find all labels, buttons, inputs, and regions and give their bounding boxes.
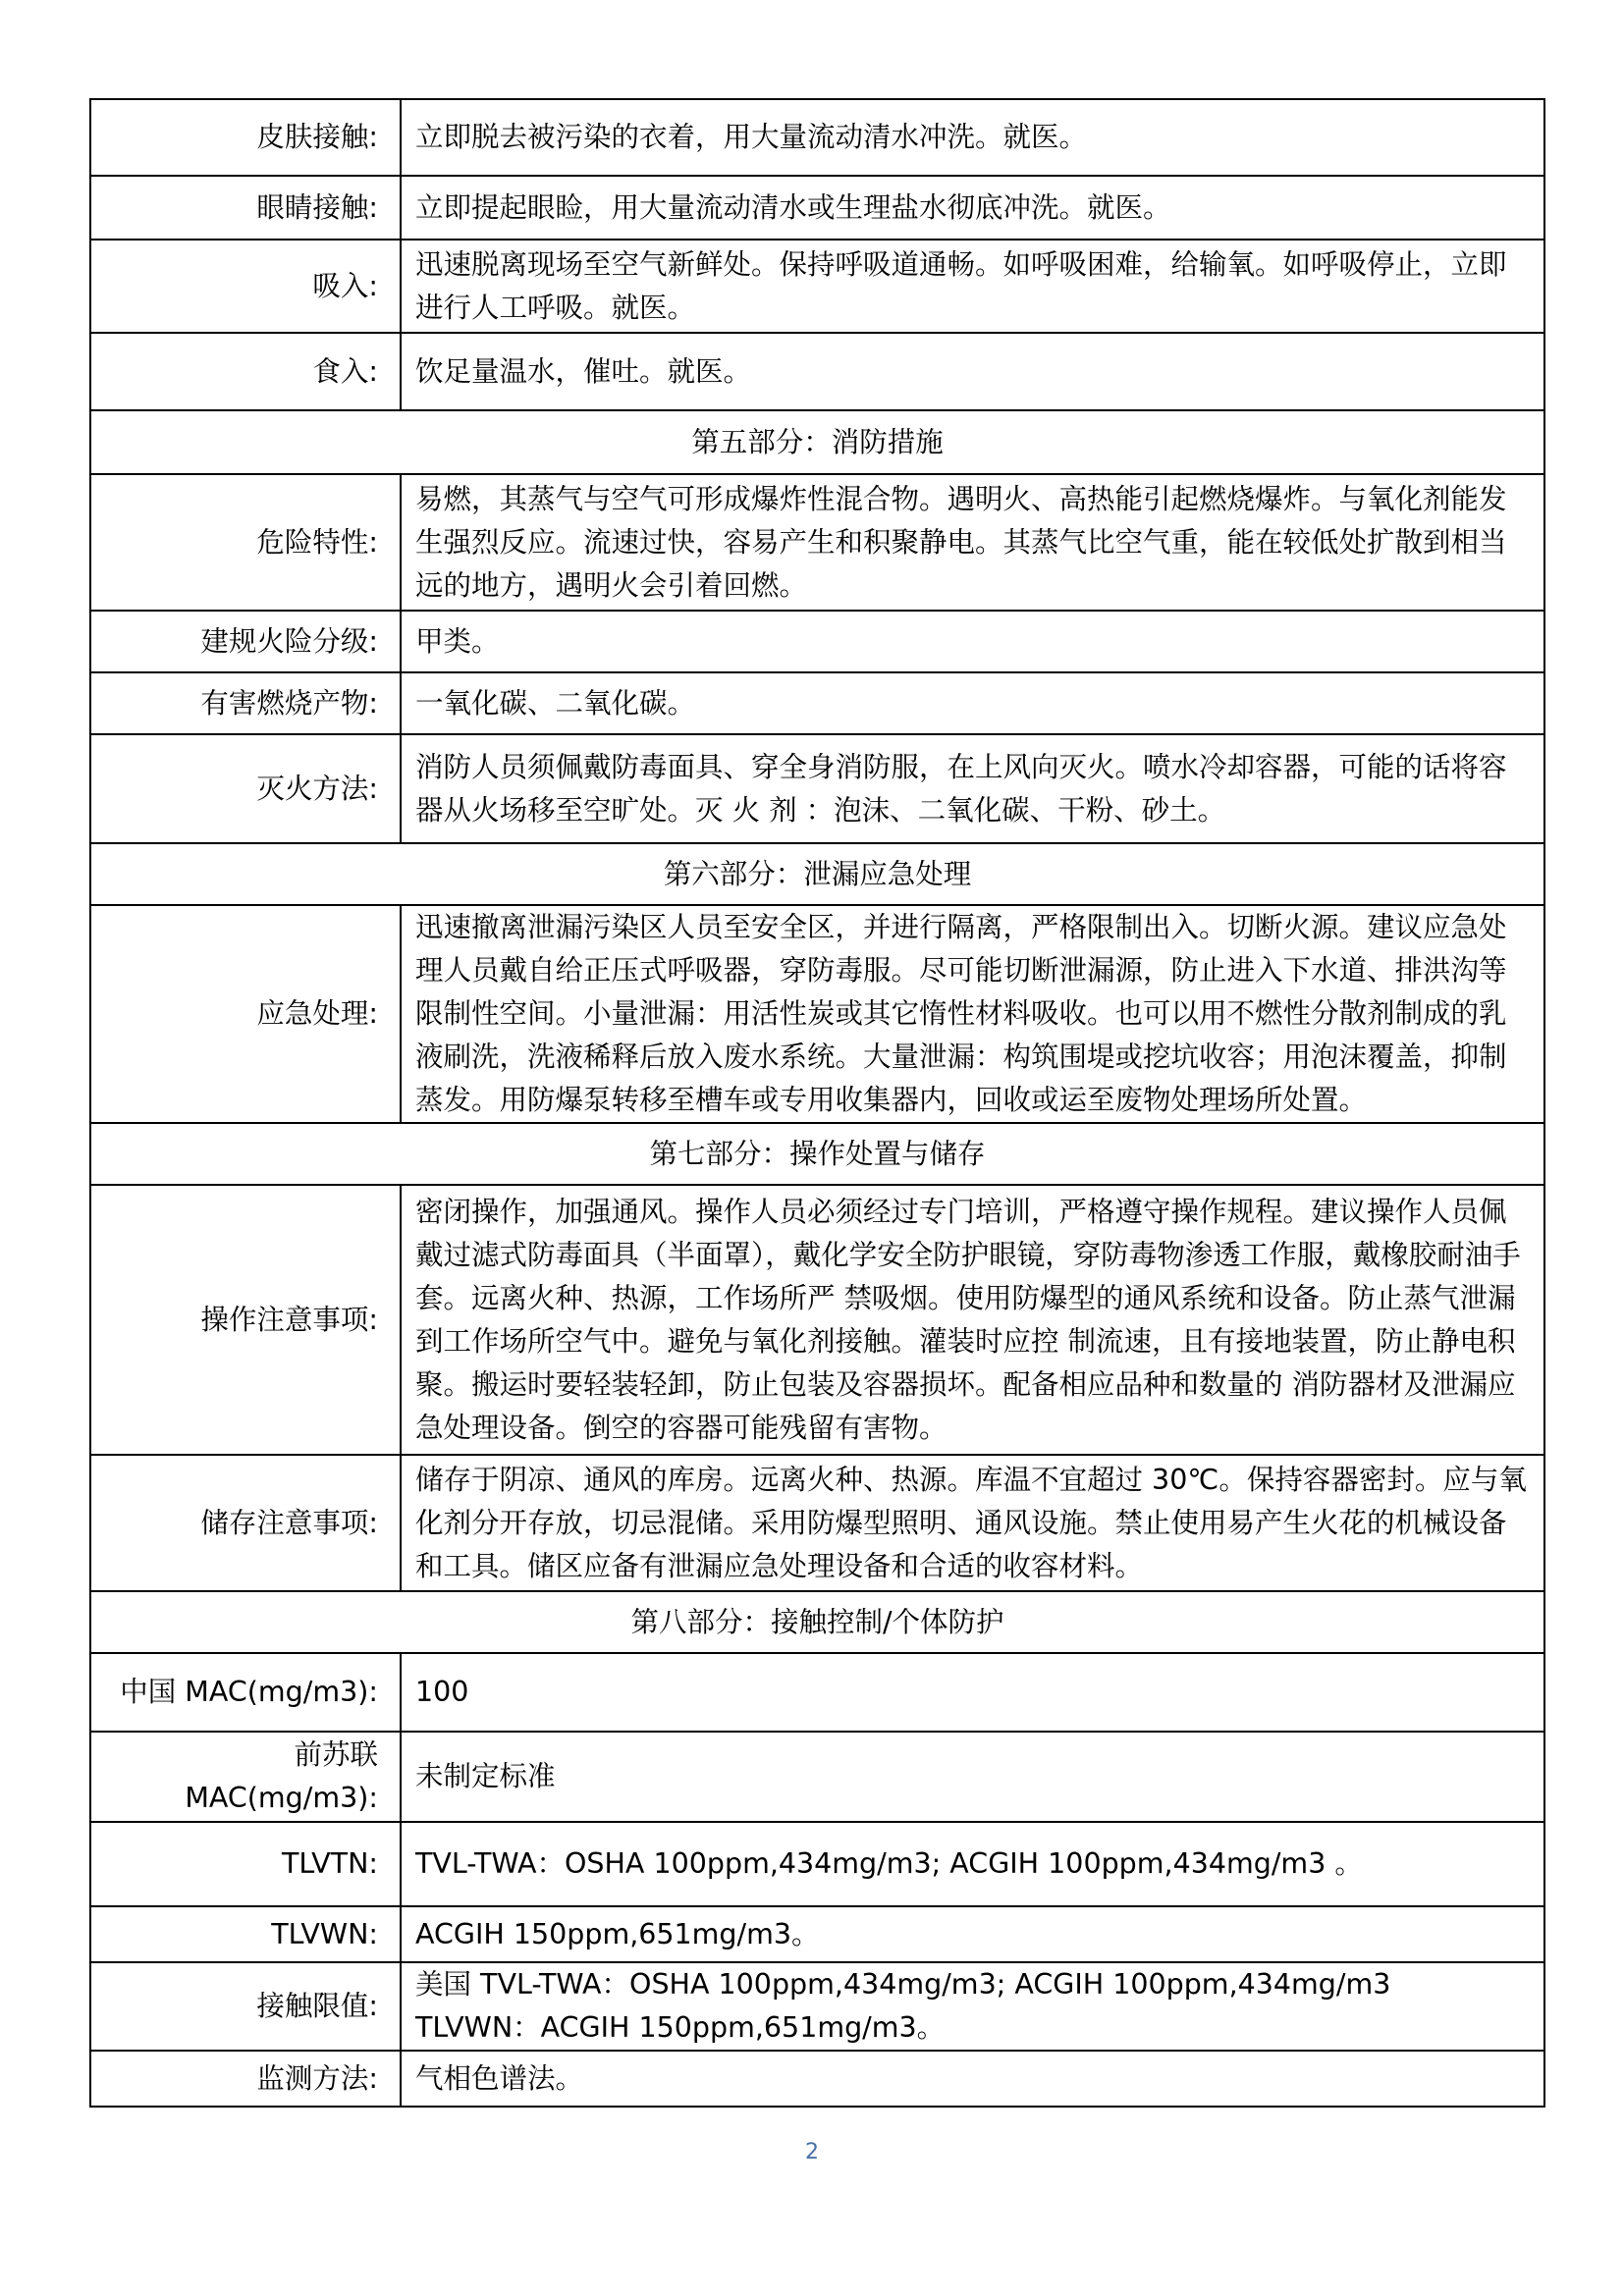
label-skin-contact: 皮肤接触: bbox=[90, 99, 401, 176]
row-extinguish bbox=[90, 734, 1544, 843]
label-ussr-mac bbox=[90, 1732, 401, 1822]
label-exposure-limit: 接触限值: bbox=[90, 1962, 401, 2051]
value-exposure-limit bbox=[401, 1962, 1544, 2051]
label-combustion: 有害燃烧产物: bbox=[90, 672, 401, 734]
row-monitoring bbox=[90, 2051, 1544, 2107]
value-tlvwn: ACGIH 150ppm,651mg/m3。 bbox=[401, 1906, 1544, 1962]
row-section7 bbox=[90, 1123, 1544, 1185]
label-ussr-mac-line2: MAC(mg/m3): bbox=[185, 1782, 378, 1814]
section-title-5: 第五部分：消防措施 bbox=[90, 410, 1544, 474]
value-extinguish: 消防人员须佩戴防毒面具、穿全身消防服，在上风向灭火。喷水冷却容器，可能的话将容器从火场移至空旷处。灭 火 剂 ：泡沫、二氧化碳、干粉、砂土。 bbox=[401, 734, 1544, 843]
row-storage bbox=[90, 1455, 1544, 1591]
label-tlvtn: TLVTN: bbox=[90, 1822, 401, 1906]
row-tlvwn bbox=[90, 1906, 1544, 1962]
row-skin-contact bbox=[90, 99, 1544, 176]
row-exposure-limit bbox=[90, 1962, 1544, 2051]
row-emergency bbox=[90, 905, 1544, 1123]
value-skin-contact: 立即脱去被污染的衣着，用大量流动清水冲洗。就医。 bbox=[401, 99, 1544, 176]
value-fire-class: 甲类。 bbox=[401, 611, 1544, 672]
row-operation bbox=[90, 1185, 1544, 1455]
msds-table bbox=[89, 98, 1545, 2108]
label-storage: 储存注意事项: bbox=[90, 1455, 401, 1591]
row-section8 bbox=[90, 1591, 1544, 1653]
value-operation: 密闭操作，加强通风。操作人员必须经过专门培训，严格遵守操作规程。建议操作人员佩戴过滤式防毒面具（半面罩），戴化学安全防护眼镜，穿防毒物渗透工作服，戴橡胶耐油手套。远离火种、热源，工作场所严 禁吸烟。使用防爆型的通风系统和设备。防止蒸气泄漏到工作场所空气中。避免与氧化剂接触。灌装时应控 制流速，且有接地装置，防止静电积聚。搬运时要轻装轻卸，防止包装及容器损坏。配备相应品种和数量的 消防器材及泄漏应急处理设备。倒空的容器可能残留有害物。 bbox=[401, 1185, 1544, 1455]
label-extinguish: 灭火方法: bbox=[90, 734, 401, 843]
row-ussr-mac bbox=[90, 1732, 1544, 1822]
label-ingestion: 食入: bbox=[90, 333, 401, 410]
value-storage: 储存于阴凉、通风的库房。远离火种、热源。库温不宜超过 30℃。保持容器密封。应与氧化剂分开存放，切忌混储。采用防爆型照明、通风设施。禁止使用易产生火花的机械设备和工具。储区应备有泄漏应急处理设备和合适的收容材料。 bbox=[401, 1455, 1544, 1591]
value-monitoring: 气相色谱法。 bbox=[401, 2051, 1544, 2107]
label-tlvwn: TLVWN: bbox=[90, 1906, 401, 1962]
value-tlvtn: TVL-TWA：OSHA 100ppm,434mg/m3; ACGIH 100ppm,434mg/m3 。 bbox=[401, 1822, 1544, 1906]
label-ussr-mac-line1: 前苏联 bbox=[294, 1738, 378, 1771]
row-section6 bbox=[90, 843, 1544, 905]
row-fire-class bbox=[90, 611, 1544, 672]
value-eye-contact: 立即提起眼睑，用大量流动清水或生理盐水彻底冲洗。就医。 bbox=[401, 176, 1544, 240]
label-inhalation: 吸入: bbox=[90, 240, 401, 333]
value-ingestion: 饮足量温水，催吐。就医。 bbox=[401, 333, 1544, 410]
value-hazard: 易燃，其蒸气与空气可形成爆炸性混合物。遇明火、高热能引起燃烧爆炸。与氧化剂能发生强烈反应。流速过快，容易产生和积聚静电。其蒸气比空气重，能在较低处扩散到相当远的地方，遇明火会引着回燃。 bbox=[401, 474, 1544, 611]
row-inhalation bbox=[90, 240, 1544, 333]
row-ingestion bbox=[90, 333, 1544, 410]
value-exposure-limit-line1: 美国 TVL-TWA：OSHA 100ppm,434mg/m3; ACGIH 100ppm,434mg/m3 bbox=[415, 1968, 1391, 2001]
section-title-6: 第六部分：泄漏应急处理 bbox=[90, 843, 1544, 905]
value-china-mac: 100 bbox=[401, 1653, 1544, 1732]
value-emergency: 迅速撤离泄漏污染区人员至安全区，并进行隔离，严格限制出入。切断火源。建议应急处理人员戴自给正压式呼吸器，穿防毒服。尽可能切断泄漏源，防止进入下水道、排洪沟等限制性空间。小量泄漏：用活性炭或其它惰性材料吸收。也可以用不燃性分散剂制成的乳液刷洗，洗液稀释后放入废水系统。大量泄漏：构筑围堤或挖坑收容；用泡沫覆盖，抑制蒸发。用防爆泵转移至槽车或专用收集器内，回收或运至废物处理场所处置。 bbox=[401, 905, 1544, 1123]
row-hazard bbox=[90, 474, 1544, 611]
row-china-mac bbox=[90, 1653, 1544, 1732]
label-monitoring: 监测方法: bbox=[90, 2051, 401, 2107]
label-eye-contact: 眼睛接触: bbox=[90, 176, 401, 240]
label-operation: 操作注意事项: bbox=[90, 1185, 401, 1455]
value-ussr-mac: 未制定标准 bbox=[401, 1732, 1544, 1822]
row-tlvtn bbox=[90, 1822, 1544, 1906]
row-eye-contact bbox=[90, 176, 1544, 240]
label-fire-class: 建规火险分级: bbox=[90, 611, 401, 672]
row-combustion bbox=[90, 672, 1544, 734]
label-hazard: 危险特性: bbox=[90, 474, 401, 611]
value-combustion: 一氧化碳、二氧化碳。 bbox=[401, 672, 1544, 734]
value-exposure-limit-line2: TLVWN：ACGIH 150ppm,651mg/m3。 bbox=[415, 2011, 946, 2044]
label-china-mac: 中国 MAC(mg/m3): bbox=[90, 1653, 401, 1732]
page-number: 2 bbox=[805, 2140, 819, 2164]
section-title-8: 第八部分：接触控制/个体防护 bbox=[90, 1591, 1544, 1653]
value-inhalation: 迅速脱离现场至空气新鲜处。保持呼吸道通畅。如呼吸困难，给输氧。如呼吸停止，立即进行人工呼吸。就医。 bbox=[401, 240, 1544, 333]
label-emergency: 应急处理: bbox=[90, 905, 401, 1123]
row-section5 bbox=[90, 410, 1544, 474]
section-title-7: 第七部分：操作处置与储存 bbox=[90, 1123, 1544, 1185]
